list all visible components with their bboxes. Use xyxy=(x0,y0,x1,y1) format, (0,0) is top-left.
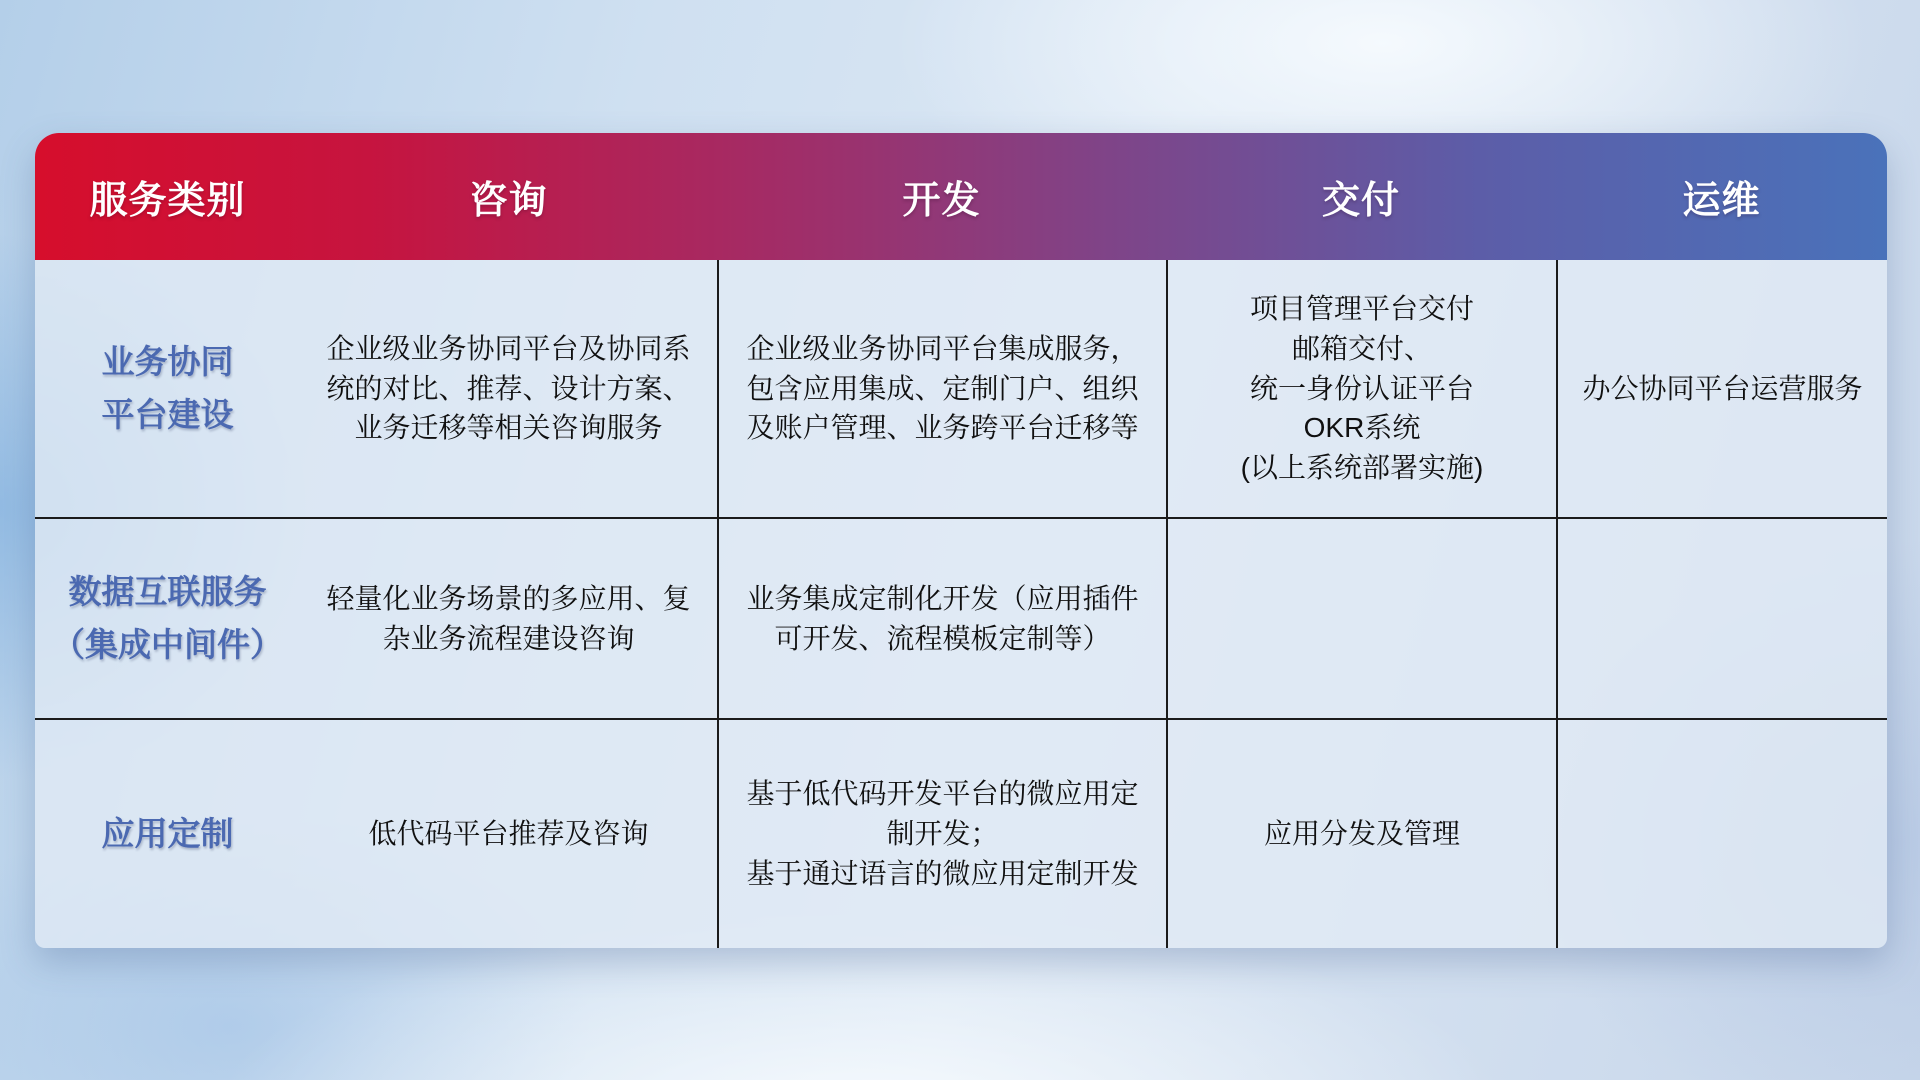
cell-r2-operations xyxy=(1556,517,1887,718)
cell-line: 项目管理平台交付 xyxy=(1249,293,1474,325)
cell-line: 业务协同 xyxy=(101,342,234,380)
header-development: 开发 xyxy=(902,180,981,222)
cell-r1-delivery xyxy=(1166,260,1556,517)
cell-r3-consulting xyxy=(300,718,717,948)
cell-line: 业务迁移等相关咨询服务 xyxy=(354,412,663,444)
table-header-row xyxy=(35,133,1887,260)
cell-r3-operations xyxy=(1556,718,1887,948)
cell-line: 统的对比、推荐、设计方案、 xyxy=(326,372,691,404)
cell-line: 基于低代码开发平台的微应用定 xyxy=(746,778,1139,810)
table-body xyxy=(35,260,1887,948)
cell-r2-consulting xyxy=(300,517,717,718)
cell-r3-development xyxy=(717,718,1166,948)
header-consulting: 咨询 xyxy=(469,180,548,222)
cell-line: （集成中间件） xyxy=(52,625,283,663)
cell-line: 应用定制 xyxy=(101,814,234,852)
cell-line: 应用分发及管理 xyxy=(1263,818,1460,850)
cell-r3-category xyxy=(35,718,300,948)
header-operations: 运维 xyxy=(1682,180,1761,222)
cell-line: 统一身份认证平台 xyxy=(1249,372,1474,404)
cell-r1-development xyxy=(717,260,1166,517)
cell-line: 业务集成定制化开发（应用插件 xyxy=(746,582,1139,614)
cell-r3-delivery xyxy=(1166,718,1556,948)
cell-r1-operations xyxy=(1556,260,1887,517)
cell-line: 企业级业务协同平台及协同系 xyxy=(326,332,691,364)
header-service-category: 服务类别 xyxy=(89,180,246,222)
cell-line: 平台建设 xyxy=(101,395,234,433)
cell-line: 企业级业务协同平台集成服务， xyxy=(746,332,1139,364)
service-matrix-table xyxy=(35,133,1887,948)
cell-line: 制开发； xyxy=(886,818,999,850)
cell-line: 邮箱交付、 xyxy=(1291,332,1432,364)
header-delivery: 交付 xyxy=(1321,180,1400,222)
cell-r1-consulting xyxy=(300,260,717,517)
cell-line: 数据互联服务 xyxy=(68,572,267,610)
cell-line: 基于通过语言的微应用定制开发 xyxy=(746,857,1139,889)
cell-line: (以上系统部署实施) xyxy=(1240,452,1484,484)
cell-r2-delivery xyxy=(1166,517,1556,718)
cell-line: 及账户管理、业务跨平台迁移等 xyxy=(746,412,1139,444)
cell-line: 轻量化业务场景的多应用、复 xyxy=(326,582,691,614)
cell-r1-category xyxy=(35,260,300,517)
cell-line: 低代码平台推荐及咨询 xyxy=(368,818,649,850)
cell-line: 办公协同平台运营服务 xyxy=(1582,372,1863,404)
cell-line: 包含应用集成、定制门户、组织 xyxy=(746,372,1139,404)
cell-line: OKR系统 xyxy=(1303,412,1421,444)
cell-r2-development xyxy=(717,517,1166,718)
cell-line: 可开发、流程模板定制等） xyxy=(774,622,1111,654)
cell-line: 杂业务流程建设咨询 xyxy=(382,622,635,654)
cell-r2-category xyxy=(35,517,300,718)
